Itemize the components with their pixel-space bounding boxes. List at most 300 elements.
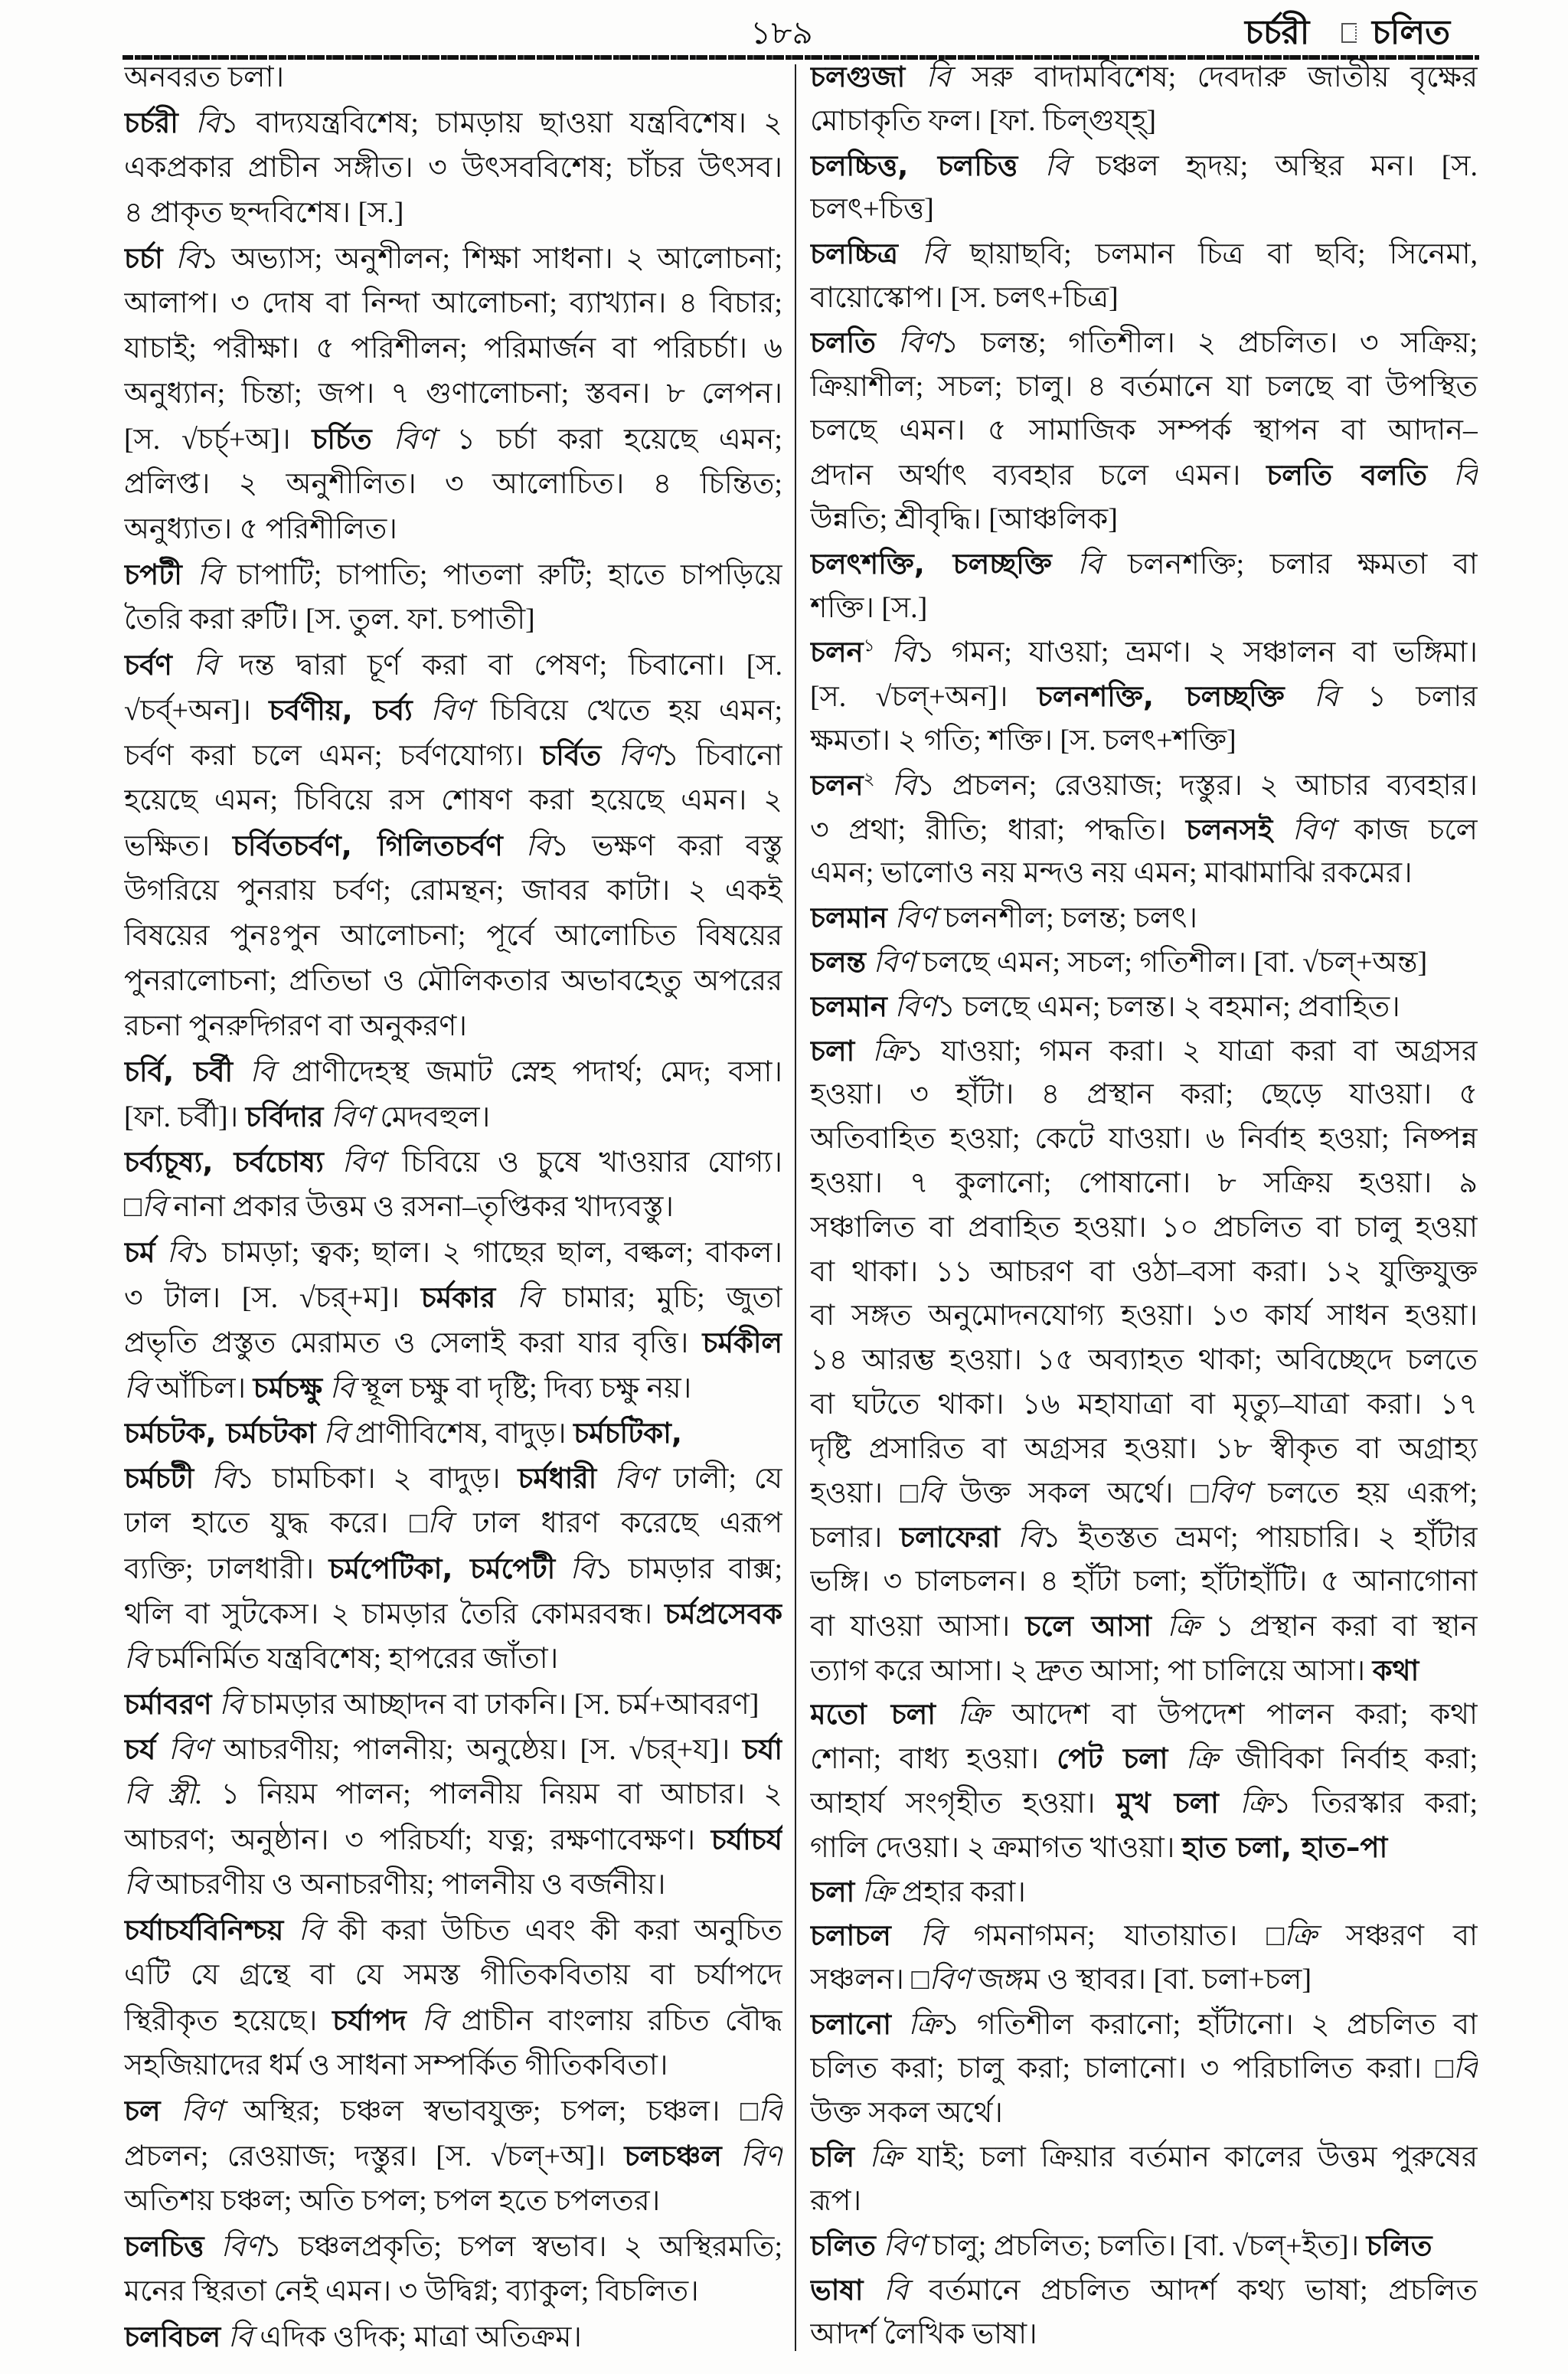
entry-line-text xyxy=(810,2047,1478,2091)
headword: চর্মচটক, চর্মচটকা xyxy=(124,1417,316,1450)
part-of-speech: ক্রি xyxy=(1185,1743,1219,1776)
entry-line xyxy=(124,1275,782,1320)
page-number: ১৮৯ xyxy=(750,16,813,51)
definition-text: ১ অভ্যাস; অনুশীলন; শিক্ষা সাধনা। ২ আলোচনা; xyxy=(200,243,782,275)
definition-text: বর্তমানে প্রচলিত আদর্শ কথ্য ভাষা; প্রচলিত xyxy=(908,2274,1478,2307)
part-of-speech: বিণ xyxy=(618,740,661,772)
headword: হাত চলা, হাত–পা xyxy=(1181,1830,1388,1864)
entry-line-text xyxy=(810,1427,1478,1472)
part-of-speech: বি xyxy=(250,1056,275,1088)
definition-text: কী করা উচিত এবং কী করা অনুচিত xyxy=(322,1915,782,1947)
definition-text: প্রাচীন বাংলায় রচিত বৌদ্ধ xyxy=(446,2005,782,2037)
entry-line-text xyxy=(810,55,1478,100)
definition-text: চলনশীল; চলন্ত; চলৎ। xyxy=(936,902,1197,935)
headword: চর্বি, চর্বী xyxy=(124,1055,234,1088)
entry-line-text xyxy=(810,808,1478,852)
part-of-speech: বিণ xyxy=(430,695,473,727)
entry-line-text xyxy=(810,1162,1478,1206)
entry-line xyxy=(124,959,782,1004)
definition-text xyxy=(1272,814,1292,846)
entry-line xyxy=(810,1162,1478,1206)
headword: চর্চা xyxy=(124,242,163,275)
definition-text: শক্তি। [স.] xyxy=(810,591,928,624)
definition-text: রচনা পুনরুদ্গিরণ বা অনুকরণ। xyxy=(124,1010,467,1042)
definition-text: হওয়া। ৭ কুলানো; পোষানো। ৮ সক্রিয় হওয়া। ৯ xyxy=(810,1166,1478,1199)
entry-line-text xyxy=(810,1294,1478,1339)
definition-text: এমন; ভালোও নয় মন্দও নয় এমন; মাঝামাঝি রকমের। xyxy=(810,857,1413,890)
entry-line-text xyxy=(124,462,782,507)
headword: মুখ চলা xyxy=(1116,1787,1219,1820)
entry-line-text xyxy=(810,2224,1432,2268)
definition-text: ব্যক্তি; ঢালধারী। xyxy=(124,1553,329,1585)
entry-line-text xyxy=(810,985,1400,1029)
part-of-speech: বিণ xyxy=(883,2230,926,2263)
definition-text xyxy=(322,1372,330,1404)
entry-line-text xyxy=(810,1604,1478,1649)
definition-text: হওয়া। ৩ হাঁটা। ৪ প্রস্থান করা; ছেড়ে যাওয়া। ৫ xyxy=(810,1078,1478,1111)
entry-line-text xyxy=(124,2269,699,2314)
part-of-speech: বি xyxy=(197,559,222,591)
definition-text: সরু বাদামবিশেষ; দেবদারু জাতীয় বৃক্ষের xyxy=(950,61,1478,93)
entry-line-text xyxy=(124,2043,668,2088)
part-of-speech: বি xyxy=(1452,459,1478,492)
entry-line-text xyxy=(810,1206,1478,1251)
definition-text: মনের স্থিরতা নেই এমন। ৩ উদ্বিগ্ন; ব্যাকুল; বিচলিত। xyxy=(124,2275,699,2307)
headword: চর্মচক্ষু xyxy=(253,1372,323,1404)
definition-text: উক্ত সকল অর্থে। □ xyxy=(942,1476,1209,1509)
definition-text xyxy=(178,107,195,139)
definition-text: মেদবহুল। xyxy=(372,1101,491,1133)
definition-text: ৩ টাল। [স. √চর্+ম]। xyxy=(124,1282,421,1314)
definition-text xyxy=(503,830,526,862)
entry-line xyxy=(810,719,1478,764)
definition-text: ১ ভক্ষণ করা বস্তু xyxy=(550,830,782,862)
definition-text: ১ চলছে এমন; চলন্ত। ২ বহমান; প্রবাহিত। xyxy=(936,990,1400,1023)
definition-text: হওয়া। □ xyxy=(810,1476,918,1509)
definition-text: স্থূল চক্ষু বা দৃষ্টি; দিব্য চক্ষু নয়। xyxy=(354,1372,692,1404)
part-of-speech: বি xyxy=(193,649,218,682)
entry-line xyxy=(810,1958,1478,2003)
part-of-speech: বিণ xyxy=(393,423,436,456)
definition-text: ১ চিবানো xyxy=(660,740,782,772)
part-of-speech: বি xyxy=(298,1915,323,1947)
entry-line-text xyxy=(810,587,927,631)
entry-line-text xyxy=(124,1275,782,1320)
definition-text xyxy=(324,1146,342,1179)
definition-text xyxy=(323,1101,331,1133)
entry-line xyxy=(810,2179,1478,2224)
entry-line xyxy=(124,1185,782,1230)
part-of-speech: ক্রি xyxy=(1240,1787,1272,1820)
part-of-speech: বি xyxy=(1017,1522,1042,1555)
headword: চলিত xyxy=(1366,2229,1432,2263)
definition-text: এটি যে গ্রন্থে বা যে সমস্ত গীতিকবিতায় বা চর্যাপদে xyxy=(124,1959,782,1991)
entry-line-text xyxy=(124,868,782,914)
definition-text: আচরণ; অনুষ্ঠান। ৩ পরিচর্যা; যত্ন; রক্ষণাবেক্ষণ। xyxy=(124,1824,711,1856)
headword: চর্মধারী xyxy=(518,1462,597,1495)
entry-line-text xyxy=(810,188,934,232)
definition-text xyxy=(316,1418,324,1450)
entry-line xyxy=(124,2043,782,2088)
headword: চর্মচটিকা, xyxy=(573,1417,682,1450)
part-of-speech: বি xyxy=(891,636,916,669)
entry-line xyxy=(124,1365,782,1411)
entry-line-text xyxy=(124,1953,782,1998)
entry-line-text xyxy=(124,1682,759,1727)
part-of-speech: ক্রি xyxy=(908,2009,941,2042)
definition-text: চিবিয়ে খেতে হয় এমন; xyxy=(472,695,782,727)
entry-line xyxy=(810,276,1478,321)
definition-text: চাপাটি; চাপাতি; পাতলা রুটি; হাতে চাপড়িয়ে xyxy=(221,559,782,591)
definition-text xyxy=(936,1699,957,1731)
entry-line xyxy=(124,146,782,191)
definition-text: প্রহার করা। xyxy=(894,1875,1026,1908)
entry-line-text xyxy=(810,2313,1037,2357)
definition-text xyxy=(1018,150,1044,182)
definition-text: কাজ চলে xyxy=(1334,813,1478,846)
entry-line xyxy=(810,1649,1478,1693)
entry-line-text xyxy=(124,1591,782,1637)
definition-text: চলৎ+চিত্ত] xyxy=(810,193,934,226)
entry-line xyxy=(810,630,1478,675)
entry-line-text xyxy=(124,1817,782,1862)
entry-line xyxy=(124,1591,782,1637)
part-of-speech: বি xyxy=(329,1372,354,1404)
definition-text: একপ্রকার প্রাচীন সঙ্গীত। ৩ উৎসববিশেষ; চাঁচর উৎসব। xyxy=(124,152,782,184)
definition-text: চলার। xyxy=(810,1522,900,1555)
entry-line-text xyxy=(124,371,782,417)
part-of-speech: বিণ xyxy=(220,2231,263,2263)
entry-line-text xyxy=(124,55,284,100)
headword: চর্চিত xyxy=(312,423,372,456)
entry-line-text xyxy=(810,1649,1419,1693)
entry-line xyxy=(124,1727,782,1772)
entry-line xyxy=(810,2003,1478,2047)
entry-line xyxy=(124,2134,782,2179)
definition-text: ভক্ষিত। xyxy=(124,830,233,862)
headword: চর্মপ্রসেবক xyxy=(665,1597,782,1630)
headword: চর্চরী xyxy=(124,106,178,139)
entry-line-text xyxy=(810,1516,1478,1560)
headword: চলতি বলতি xyxy=(1266,459,1428,492)
definition-text xyxy=(220,2321,228,2353)
part-of-speech: বি xyxy=(323,1418,348,1450)
definition-text: উন্নতি; শ্রীবৃদ্ধি। [আঞ্চলিক] xyxy=(810,502,1118,535)
headword: চলাফেরা xyxy=(900,1521,1001,1555)
entry-line xyxy=(810,2091,1478,2136)
part-of-speech: বি xyxy=(757,2095,782,2127)
entry-line xyxy=(124,2179,782,2224)
entry-line-text xyxy=(124,1411,682,1456)
definition-text: ১ চামড়ার বাক্স; xyxy=(594,1553,782,1585)
entry-line xyxy=(124,191,782,236)
definition-text: ৪ প্রাকৃত ছন্দবিশেষ। [স.] xyxy=(124,197,404,229)
definition-text: চর্বণ করা চলে এমন; চর্বণযোগ্য। xyxy=(124,740,541,772)
definition-text xyxy=(172,649,194,682)
entry-line xyxy=(124,100,782,146)
definition-text: পুনরালোচনা; প্রতিভা ও মৌলিকতার অভাবহেতু অপরের xyxy=(124,965,782,997)
definition-text: ৩ প্রথা; রীতি; ধারা; পদ্ধতি। xyxy=(810,813,1186,846)
definition-text: ১ গমন; যাওয়া; ভ্রমণ। ২ সঞ্চালন বা ভঙ্গিমা। xyxy=(916,636,1478,669)
definition-text xyxy=(413,695,430,727)
definition-text: শোনা; বাধ্য হওয়া। xyxy=(810,1743,1057,1776)
definition-text xyxy=(1168,1743,1185,1775)
entry-line xyxy=(124,1998,782,2043)
definition-text xyxy=(863,2274,884,2307)
entry-line xyxy=(810,1029,1478,1074)
entry-line xyxy=(810,1294,1478,1339)
entry-line xyxy=(124,1682,782,1727)
entry-line-text xyxy=(124,507,397,552)
entry-line-text xyxy=(810,144,1478,188)
entry-line xyxy=(124,1320,782,1365)
entry-line xyxy=(810,232,1478,276)
headword: চর্মপেটিকা, চর্মপেটী xyxy=(328,1552,556,1585)
entry-line xyxy=(124,1953,782,1998)
entry-line xyxy=(810,409,1478,453)
entry-line xyxy=(810,1251,1478,1295)
definition-text: বায়োস্কোপ। [স. চলৎ+চিত্র] xyxy=(810,281,1119,314)
definition-text xyxy=(854,1035,872,1068)
definition-text: গমনাগমন; যাতায়াত। □ xyxy=(944,1920,1285,1953)
part-of-speech: বি xyxy=(1077,548,1102,580)
entry-line xyxy=(810,100,1478,144)
definition-text: [ফা. চর্বী]। xyxy=(124,1101,246,1133)
entry-line-text xyxy=(810,453,1478,498)
entry-line-text xyxy=(810,1472,1478,1516)
headword: চলৎশক্তি, চলচ্ছক্তি xyxy=(810,547,1052,580)
headword: চলি xyxy=(810,2140,855,2174)
definition-text: ত্যাগ করে আসা। ২ দ্রুত আসা; পা চালিয়ে আসা। xyxy=(810,1654,1373,1687)
part-of-speech: বি xyxy=(921,238,946,271)
entry-line-text xyxy=(124,1862,666,1908)
entry-line xyxy=(124,507,782,552)
definition-text: আহার্য সংগৃহীত হওয়া। xyxy=(810,1787,1116,1820)
entry-line-text xyxy=(810,1383,1478,1427)
definition-text: রূপ। xyxy=(810,2185,862,2218)
headword: চলন xyxy=(810,768,864,802)
entry-line-text xyxy=(810,896,1197,940)
headword: চলে আসা xyxy=(1025,1609,1152,1643)
entry-line xyxy=(810,1604,1478,1649)
entry-line xyxy=(810,144,1478,188)
entry-line-text xyxy=(124,959,782,1004)
headword: চলনসই xyxy=(1185,813,1273,846)
entry-line xyxy=(810,2135,1478,2179)
definition-text: সঞ্চালিত বা প্রবাহিত হওয়া। ১০ প্রচলিত বা চালু হওয়া xyxy=(810,1211,1478,1244)
entry-line-text xyxy=(124,326,782,371)
definition-text xyxy=(887,991,895,1023)
entry-line-text xyxy=(124,2088,782,2134)
headword: চলনশক্তি, চলচ্ছক্তি xyxy=(1037,680,1285,714)
entry-line xyxy=(124,1637,782,1682)
entry-line xyxy=(810,1870,1478,1915)
definition-text: [স. √চল্+অন]। xyxy=(810,681,1037,714)
definition-text: যাই; চলা ক্রিয়ার বর্তমান কালের উত্তম পুরুষের xyxy=(902,2141,1478,2174)
definition-text: চালু; প্রচলিত; চলতি। [বা. √চল্+ইত]। xyxy=(925,2230,1367,2263)
entry-line xyxy=(810,1073,1478,1117)
part-of-speech: বি xyxy=(891,769,916,802)
definition-text: প্রাণীদেহস্থ জমাট স্নেহ পদার্থ; মেদ; বসা। xyxy=(274,1056,782,1088)
definition-text: চিবিয়ে ও চুষে খাওয়ার যোগ্য। xyxy=(384,1146,782,1179)
entry-line xyxy=(810,1117,1478,1162)
entry-line xyxy=(810,188,1478,232)
entry-line xyxy=(124,823,782,868)
entry-line-text xyxy=(124,643,782,688)
entry-line-text xyxy=(810,321,1478,365)
headword: চলচ্চিত্র xyxy=(810,237,898,271)
entry-line-text xyxy=(810,1870,1026,1915)
definition-text xyxy=(887,902,895,934)
entry-line xyxy=(810,764,1478,808)
definition-text: স্থিরীকৃত হয়েছে। xyxy=(124,2005,333,2037)
part-of-speech: বি xyxy=(124,1372,149,1404)
part-of-speech: বিণ xyxy=(897,326,940,359)
homonym-number: ১ xyxy=(863,636,875,656)
entry-line xyxy=(124,2088,782,2134)
part-of-speech: বি xyxy=(166,1237,191,1269)
headword: চলমান xyxy=(810,989,887,1023)
definition-text: চলিত করা; চালু করা; চালানো। ৩ পরিচালিত করা। □ xyxy=(810,2052,1453,2085)
entry-line-text xyxy=(810,675,1478,719)
headword: চলমান xyxy=(810,901,887,935)
definition-text: ১ চলন্ত; গতিশীল। ২ প্রচলিত। ৩ সক্রিয়; xyxy=(939,326,1478,359)
entry-line-text xyxy=(810,276,1119,321)
definition-text xyxy=(163,243,175,275)
definition-text xyxy=(155,1734,168,1766)
definition-text: ১ যাওয়া; গমন করা। ২ যাত্রা করা বা অগ্রসর xyxy=(904,1035,1478,1068)
definition-text: প্রদান অর্থাৎ ব্যবহার চলে এমন। xyxy=(810,459,1267,492)
entry-line xyxy=(810,2047,1478,2091)
definition-text: চামড়ার আচ্ছাদন বা ঢাকনি। [স. চর্ম+আবরণ] xyxy=(243,1689,760,1721)
entry-line xyxy=(124,326,782,371)
entry-line xyxy=(810,1206,1478,1251)
definition-text xyxy=(891,2009,908,2041)
definition-text: প্রচলন; রেওয়াজ; দস্তুর। [স. √চল্+অ]। xyxy=(124,2140,625,2173)
definition-text: প্রভৃতি প্রস্তুত মেরামত ও সেলাই করা যার বৃত্তি। xyxy=(124,1327,703,1359)
entry-line xyxy=(810,321,1478,365)
part-of-speech: বি xyxy=(920,1920,945,1953)
entry-line xyxy=(124,1004,782,1049)
definition-text: বা যাওয়া আসা। xyxy=(810,1610,1026,1643)
definition-text: সঞ্চরণ বা xyxy=(1316,1920,1478,1953)
entry-line-text xyxy=(810,764,1478,808)
entry-line xyxy=(810,453,1478,498)
definition-text: √চর্ব্+অন]। xyxy=(124,695,270,727)
part-of-speech: বিণ xyxy=(1208,1476,1251,1509)
left-column xyxy=(124,55,782,2359)
definition-text: ১ গতিশীল করানো; হাঁটানো। ২ প্রচলিত বা xyxy=(940,2009,1478,2042)
entry-line-text xyxy=(810,630,1478,675)
definition-text: চলছে এমন। ৫ সামাজিক সম্পর্ক স্থাপন বা আদান– xyxy=(810,414,1478,447)
definition-text: সঞ্চলন। □ xyxy=(810,1964,929,1996)
headword: চলবিচল xyxy=(124,2320,221,2353)
entry-line xyxy=(810,985,1478,1029)
entry-line-text xyxy=(124,1365,691,1411)
entry-line-text xyxy=(124,146,782,191)
headword: চলচ্চিত্ত, চলচিত্ত xyxy=(810,149,1018,182)
entry-line xyxy=(810,1737,1478,1781)
entry-line xyxy=(810,1516,1478,1560)
part-of-speech: বি xyxy=(195,107,220,139)
definition-text: চঞ্চল হৃদয়; অস্থির মন। [স. xyxy=(1069,149,1478,182)
entry-line xyxy=(124,1908,782,1953)
definition-text xyxy=(874,770,891,802)
definition-text: বা ঘটতে থাকা। ১৬ মহাযাত্রা বা মৃত্যু–যাত্রা করা। ১৭ xyxy=(810,1388,1478,1421)
entry-line xyxy=(124,1049,782,1094)
definition-text: ভঙ্গি। ৩ চালচলন। ৪ হাঁটা চলা; হাঁটাহাঁটি। ৫ আনাগোনা xyxy=(810,1565,1478,1598)
definition-text: গালি দেওয়া। ২ ক্রমাগত খাওয়া। xyxy=(810,1831,1182,1864)
entry-line-text xyxy=(124,2134,782,2179)
entry-line-text xyxy=(810,1029,1478,1074)
part-of-speech: বিণ xyxy=(181,2095,224,2127)
entry-line xyxy=(124,1546,782,1591)
entry-line-text xyxy=(124,1094,490,1140)
definition-text xyxy=(722,2140,740,2173)
definition-text xyxy=(155,1237,167,1269)
entry-line-text xyxy=(810,2003,1478,2047)
part-of-speech: বিণ xyxy=(894,902,937,935)
entry-line-text xyxy=(124,417,782,462)
entry-line-text xyxy=(124,823,782,868)
entry-line xyxy=(810,1383,1478,1427)
definition-text: অতিবাহিত হওয়া; কেটে যাওয়া। ৬ নির্বাহ হওয়া; নিষ্পন্ন xyxy=(810,1123,1478,1156)
definition-text: ঢাল ধারণ করেছে এরূপ xyxy=(452,1507,782,1539)
definition-text: চলছে এমন; সচল; গতিশীল। [বা. √চল্+অন্ত] xyxy=(915,946,1428,979)
entry-line-text xyxy=(810,2091,1003,2136)
headword: চলন xyxy=(810,636,864,669)
definition-text xyxy=(555,1553,570,1585)
part-of-speech: বিণ xyxy=(330,1101,373,1133)
definition-text: নানা প্রকার উত্তম ও রসনা–তৃপ্তিকর খাদ্যবস্তু। xyxy=(165,1191,674,1223)
entry-line-text xyxy=(124,1546,782,1591)
definition-text xyxy=(1285,681,1314,713)
definition-text xyxy=(495,1282,517,1314)
entry-line-text xyxy=(810,542,1478,587)
headword: চর্মকার xyxy=(420,1281,496,1314)
entry-line-text xyxy=(124,2224,782,2269)
headword: পেট চলা xyxy=(1057,1742,1168,1776)
headword: চলতি xyxy=(810,325,876,359)
definition-text: জীবিকা নির্বাহ করা; xyxy=(1218,1743,1478,1776)
definition-text xyxy=(1000,1522,1018,1554)
entry-line-text xyxy=(810,365,1478,410)
part-of-speech: বি xyxy=(1044,149,1070,182)
entry-line-text xyxy=(810,1560,1478,1604)
definition-text xyxy=(1427,459,1453,492)
entry-line xyxy=(124,462,782,507)
headword: মতো চলা xyxy=(810,1698,936,1731)
entry-line-text xyxy=(124,552,782,597)
entry-line xyxy=(124,1411,782,1456)
headword: চর্বণ xyxy=(124,649,172,682)
definition-text xyxy=(194,1463,211,1495)
entry-line-text xyxy=(124,1501,782,1546)
guide-word-first: চর্চরী xyxy=(1245,14,1310,51)
definition-text xyxy=(1152,1610,1167,1643)
part-of-speech: ক্রি xyxy=(1167,1610,1200,1643)
definition-text xyxy=(407,2005,422,2037)
definition-text: তৈরি করা রুটি। [স. তুল. ফা. চপাতী] xyxy=(124,603,535,636)
entry-line xyxy=(124,417,782,462)
entry-line xyxy=(810,896,1478,940)
entry-line-text xyxy=(124,597,535,643)
entry-line xyxy=(124,2314,782,2359)
entry-line-text xyxy=(810,852,1413,896)
definition-text: ১ ইতস্তত ভ্রমণ; পায়চারি। ২ হাঁটার xyxy=(1041,1522,1478,1555)
entry-line xyxy=(124,778,782,823)
definition-text: চলতে হয় এরূপ; xyxy=(1250,1476,1478,1509)
